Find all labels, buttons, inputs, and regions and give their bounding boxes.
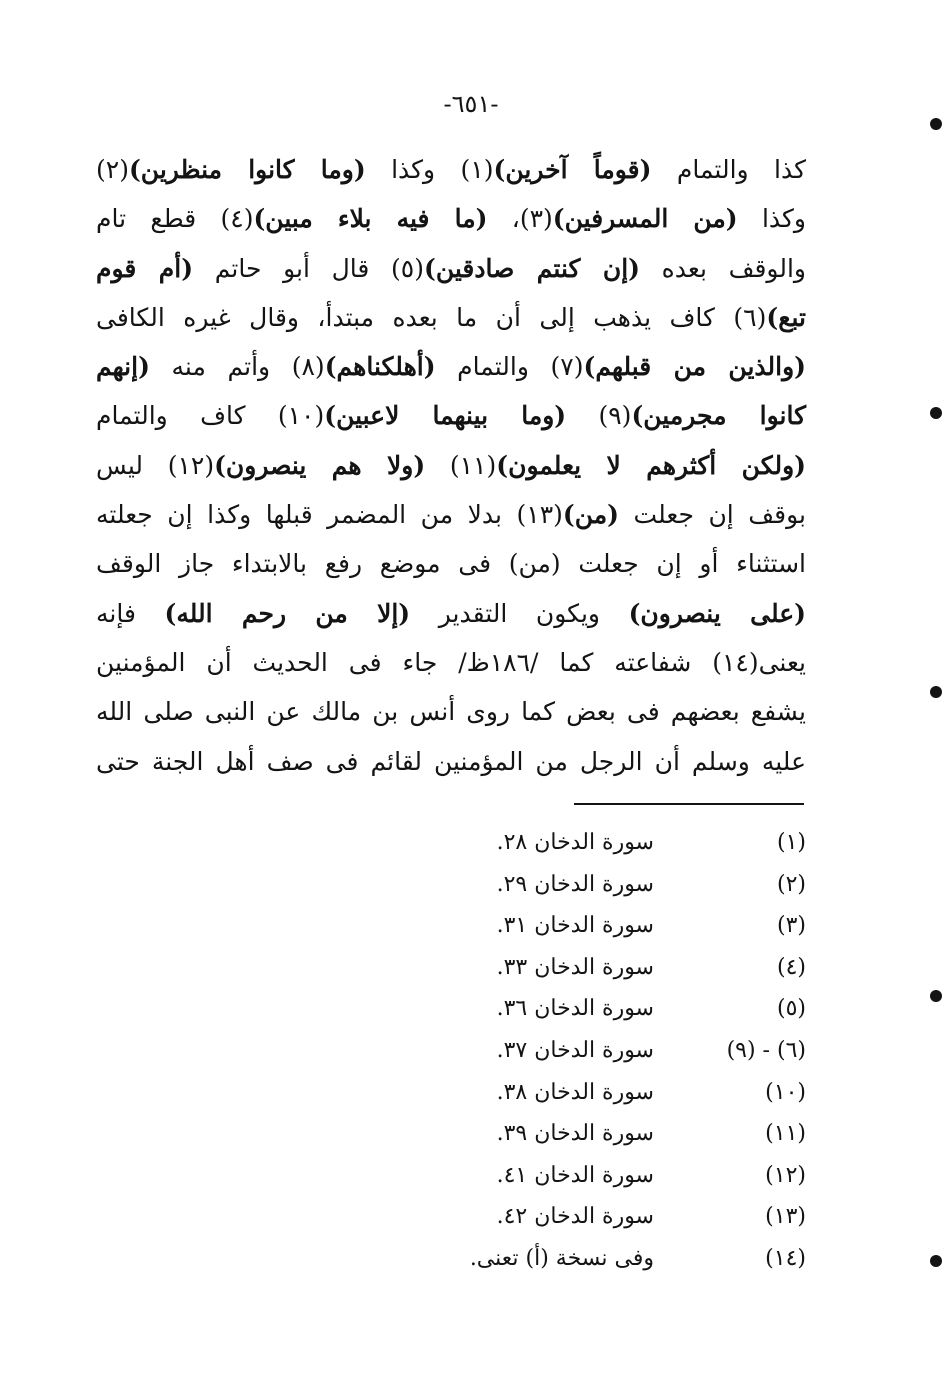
page-number: -٦٥١- (443, 90, 499, 118)
footnote-source: سورة الدخان ٤١. (496, 1162, 654, 1188)
text-segment: (١) وكذا (365, 155, 494, 184)
footnote-source: سورة الدخان ٤٢. (496, 1204, 654, 1230)
text-line (96, 194, 806, 243)
quran-quote: كانوا مجرمين) (631, 401, 806, 431)
quran-quote: (أهلكناهم) (324, 352, 436, 382)
text-segment: (٣)، (487, 204, 553, 234)
quran-quote: (ولكن أكثرهم لا يعلمون) (496, 450, 807, 480)
footnote-number: (٥) (776, 996, 806, 1022)
text-line (96, 342, 806, 391)
footnote-number: (٦) - (٩) (726, 1037, 806, 1063)
quran-quote: (ما فيه بلاء مبين) (253, 204, 488, 234)
footnote-number: (١١) (765, 1121, 806, 1147)
text-line (96, 441, 806, 490)
margin-dot (930, 407, 942, 419)
text-segment: استثناء أو إن جعلت (من) فى موضع رفع بالابتداء جاز الوقف (96, 549, 806, 579)
footnote (300, 1113, 806, 1155)
footnote-source: سورة الدخان ٢٨. (496, 830, 654, 855)
quran-quote: (قوماً آخرين) (493, 155, 652, 184)
text-segment: بوقف إن جعلت (619, 500, 807, 530)
margin-dot (930, 686, 942, 698)
footnote-number: (١٠) (765, 1079, 806, 1105)
text-segment: (٢) (96, 155, 129, 184)
text-segment: ويكون التقدير (410, 598, 629, 628)
text-line (96, 391, 806, 440)
quran-quote: (إن كنتم صادقين) (423, 253, 640, 283)
footnote (300, 947, 806, 989)
footnote (300, 1155, 806, 1197)
footnote-number: (١٢) (765, 1162, 806, 1188)
text-segment: فإنه (96, 598, 165, 628)
text-line (96, 589, 806, 638)
footnotes-list (300, 822, 806, 1280)
footnote (300, 1196, 806, 1238)
quran-quote: (على ينصرون) (628, 598, 806, 628)
footnote-number: (١٤) (765, 1245, 806, 1271)
footnote-number: (١) (776, 830, 806, 855)
text-segment: (٩) (566, 401, 632, 431)
quran-quote: تبع) (766, 302, 806, 332)
text-line (96, 687, 806, 736)
text-segment: وكذا (737, 204, 806, 234)
quran-quote: (وما بينهما لاعبين) (324, 401, 567, 431)
footnote (300, 1072, 806, 1114)
quran-quote: (والذين من قبلهم) (583, 352, 806, 382)
text-segment: يشفع بعضهم فى بعض كما روى أنس بن مالك عن النبى صلى الله (96, 697, 806, 727)
text-segment: (١٣) بدلا من المضمر قبلها وكذا إن جعلته (96, 500, 563, 530)
text-segment: (١١) (425, 450, 497, 480)
quran-quote: (من المسرفين) (552, 204, 738, 234)
footnote-number: (١٣) (765, 1204, 806, 1230)
quran-quote: (من) (562, 500, 620, 530)
footnote-source: سورة الدخان ٣٧. (496, 1037, 654, 1063)
footnote (300, 1030, 806, 1072)
quran-quote: (أم قوم (96, 253, 194, 283)
footnote-source: سورة الدخان ٣٨. (496, 1079, 654, 1105)
quran-quote: (إنهم (96, 352, 150, 382)
text-segment: (١٢) ليس (96, 450, 215, 480)
text-line (96, 293, 806, 342)
text-segment: (١٠) كاف والتمام (96, 401, 325, 431)
text-line (96, 244, 806, 293)
text-segment: يعنى(١٤) شفاعته كما /١٨٦ظ/ جاء فى الحديث أن المؤمنين (96, 647, 806, 677)
footnote (300, 864, 806, 906)
footnote-number: (٣) (776, 913, 806, 939)
margin-dot (930, 1255, 942, 1267)
footnote (300, 822, 806, 864)
quran-quote: (ولا هم ينصرون) (214, 450, 426, 480)
text-segment: عليه وسلم أن الرجل من المؤمنين لقائم فى صف أهل الجنة حتى (96, 746, 806, 776)
footnote-source: وفى نسخة (أ) تعنى. (469, 1245, 654, 1271)
quran-quote: (وما كانوا منظرين) (128, 155, 366, 184)
text-segment: (٨) وأتم منه (149, 352, 325, 382)
text-segment: (٥) قال أبو حاتم (193, 253, 424, 283)
margin-dot (930, 990, 942, 1002)
footnote-number: (٢) (776, 871, 806, 897)
text-line (96, 145, 806, 194)
footnote-source: سورة الدخان ٣٦. (496, 996, 654, 1022)
text-line (96, 490, 806, 539)
footnote-source: سورة الدخان ٣١. (496, 913, 654, 939)
text-segment: والوقف بعده (639, 253, 806, 283)
text-line (96, 539, 806, 588)
margin-dot (930, 118, 942, 130)
text-line (96, 638, 806, 687)
text-line (96, 737, 806, 786)
footnote-source: سورة الدخان ٢٩. (496, 871, 654, 897)
footnote-separator (574, 803, 804, 805)
quran-quote: (إلا من رحم الله) (164, 598, 411, 628)
footnote-source: سورة الدخان ٣٩. (496, 1121, 654, 1147)
footnote (300, 1238, 806, 1280)
text-segment: (٤) قطع تام (96, 204, 254, 234)
footnote (300, 988, 806, 1030)
text-segment: (٦) كاف يذهب إلى أن ما بعده مبتدأ، وقال غيره الكافى (96, 302, 767, 332)
main-text (96, 145, 806, 786)
footnote (300, 905, 806, 947)
text-segment: (٧) والتمام (435, 352, 584, 382)
footnote-source: سورة الدخان ٣٣. (496, 954, 654, 980)
text-segment: كذا والتمام (651, 155, 806, 184)
footnote-number: (٤) (776, 954, 806, 980)
